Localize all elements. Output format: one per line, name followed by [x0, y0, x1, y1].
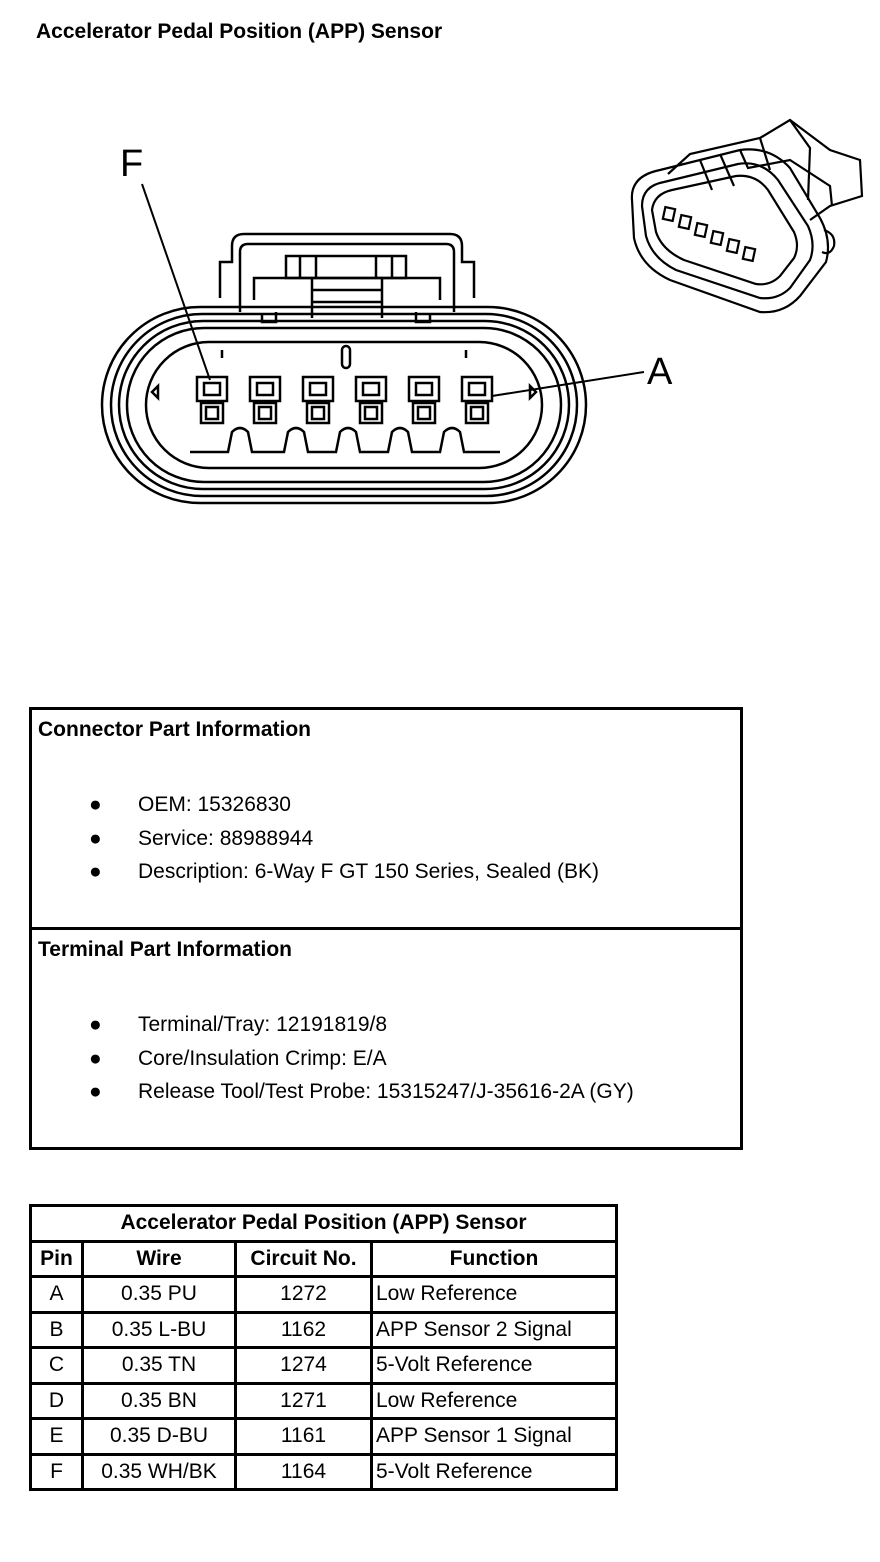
- cavity-c: [356, 377, 386, 423]
- terminal-crimp: Core/Insulation Crimp: E/A: [138, 1046, 387, 1070]
- connector-cavities: [190, 377, 500, 452]
- pin-cell: C: [31, 1348, 83, 1384]
- connector-3d-cavities: [663, 207, 755, 261]
- wire-cell: 0.35 L-BU: [83, 1312, 236, 1348]
- page-title: Accelerator Pedal Position (APP) Sensor: [36, 20, 443, 43]
- bullet-icon: ●: [89, 860, 102, 883]
- wire-cell: 0.35 WH/BK: [83, 1454, 236, 1490]
- pin-table-caption: Accelerator Pedal Position (APP) Sensor: [31, 1206, 617, 1242]
- bullet-icon: ●: [89, 1080, 102, 1103]
- connector-3d-view: [632, 120, 862, 312]
- circuit-cell: 1274: [236, 1348, 372, 1384]
- pin-table-header-row: [31, 1241, 617, 1277]
- function-cell: Low Reference: [372, 1383, 617, 1419]
- bullet-icon: ●: [89, 793, 102, 816]
- circuit-cell: 1161: [236, 1419, 372, 1455]
- table-row: [31, 1348, 617, 1384]
- connector-oem: OEM: 15326830: [138, 793, 291, 816]
- header-circuit: Circuit No.: [236, 1241, 372, 1277]
- part-info-box: [29, 707, 743, 1150]
- function-cell: 5-Volt Reference: [372, 1454, 617, 1490]
- pin-cell: B: [31, 1312, 83, 1348]
- bullet-icon: ●: [89, 826, 102, 850]
- wire-cell: 0.35 PU: [83, 1277, 236, 1313]
- header-pin: Pin: [31, 1241, 83, 1277]
- table-row: [31, 1383, 617, 1419]
- circuit-cell: 1272: [236, 1277, 372, 1313]
- bullet-icon: ●: [89, 1013, 102, 1036]
- pin-cell: F: [31, 1454, 83, 1490]
- bullet-icon: ●: [89, 1046, 102, 1070]
- table-row: [31, 1312, 617, 1348]
- function-cell: Low Reference: [372, 1277, 617, 1313]
- terminal-info-section: [32, 927, 740, 1144]
- pin-cell: A: [31, 1277, 83, 1313]
- pin-cell: E: [31, 1419, 83, 1455]
- label-pin-a: A: [647, 351, 673, 393]
- cavity-a: [462, 377, 492, 423]
- pin-cell: D: [31, 1383, 83, 1419]
- connector-description: Description: 6-Way F GT 150 Series, Sealed (BK): [138, 860, 600, 883]
- terminal-release-tool: Release Tool/Test Probe: 15315247/J-35616-2A (GY): [138, 1080, 634, 1103]
- cavity-d: [303, 377, 333, 423]
- table-row: [31, 1419, 617, 1455]
- circuit-cell: 1164: [236, 1454, 372, 1490]
- header-function: Function: [372, 1241, 617, 1277]
- terminal-info-heading: Terminal Part Information: [38, 938, 292, 961]
- connector-face-diagram: [0, 0, 880, 600]
- function-cell: APP Sensor 1 Signal: [372, 1419, 617, 1455]
- function-cell: APP Sensor 2 Signal: [372, 1312, 617, 1348]
- pin-table: [29, 1204, 618, 1491]
- connector-info-heading: Connector Part Information: [38, 718, 312, 741]
- label-pin-f: F: [120, 143, 144, 185]
- connector-info-section: [32, 710, 740, 927]
- cavity-f: [197, 377, 227, 423]
- function-cell: 5-Volt Reference: [372, 1348, 617, 1384]
- circuit-cell: 1271: [236, 1383, 372, 1419]
- table-row: [31, 1454, 617, 1490]
- circuit-cell: 1162: [236, 1312, 372, 1348]
- wire-cell: 0.35 BN: [83, 1383, 236, 1419]
- cavity-e: [250, 377, 280, 423]
- table-row: [31, 1277, 617, 1313]
- header-wire: Wire: [83, 1241, 236, 1277]
- terminal-tray: Terminal/Tray: 12191819/8: [138, 1013, 388, 1036]
- wire-cell: 0.35 TN: [83, 1348, 236, 1384]
- cavity-b: [409, 377, 439, 423]
- wire-cell: 0.35 D-BU: [83, 1419, 236, 1455]
- connector-service: Service: 88988944: [138, 826, 314, 850]
